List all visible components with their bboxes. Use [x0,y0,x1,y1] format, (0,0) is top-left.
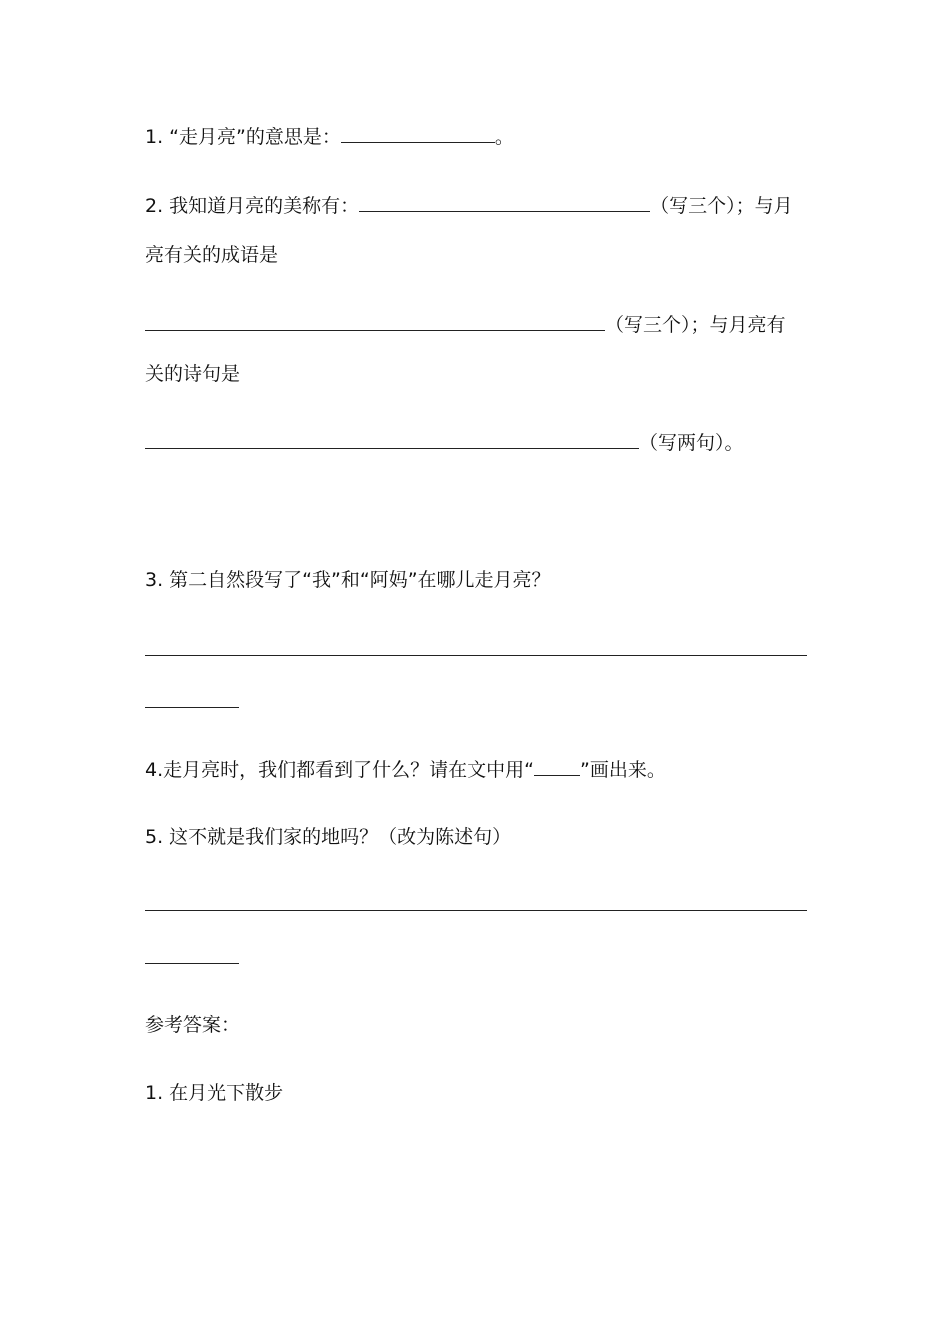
question-2-line-5 [145,430,744,455]
answer-line[interactable] [145,655,807,656]
answer-line[interactable] [145,963,239,964]
answer-blank[interactable] [359,193,650,212]
answer-blank[interactable] [145,312,605,331]
question-5: 5. 这不就是我们家的地吗？（改为陈述句） [145,826,512,848]
question-1 [145,124,514,149]
answer-line[interactable] [145,910,807,911]
question-4-prefix: 4.走月亮时，我们都看到了什么？请在文中用“ [145,759,534,781]
question-1-suffix: 。 [494,126,514,148]
answer-line[interactable] [145,707,239,708]
question-4-suffix: ”画出来。 [579,759,666,781]
question-2-line-3 [145,312,786,337]
underline-sample [534,757,580,776]
question-2-line-1 [145,193,793,218]
question-4 [145,757,666,782]
question-2-suffix-3: （写两句）。 [639,432,744,454]
question-2-suffix-2: （写三个）；与月亮有 [605,314,786,336]
answer-blank[interactable] [341,124,495,143]
answer-1: 1. 在月光下散步 [145,1082,284,1104]
answer-blank[interactable] [145,430,639,449]
question-2-prefix: 2. 我知道月亮的美称有： [145,195,360,217]
question-2-line-4: 关的诗句是 [145,363,241,385]
answer-key-heading: 参考答案： [145,1014,241,1036]
question-3: 3. 第二自然段写了“我”和“阿妈”在哪儿走月亮？ [145,569,551,591]
question-1-prefix: 1. “走月亮”的意思是： [145,126,341,148]
question-2-suffix-1: （写三个）；与月 [650,195,793,217]
question-2-line-2: 亮有关的成语是 [145,244,279,266]
